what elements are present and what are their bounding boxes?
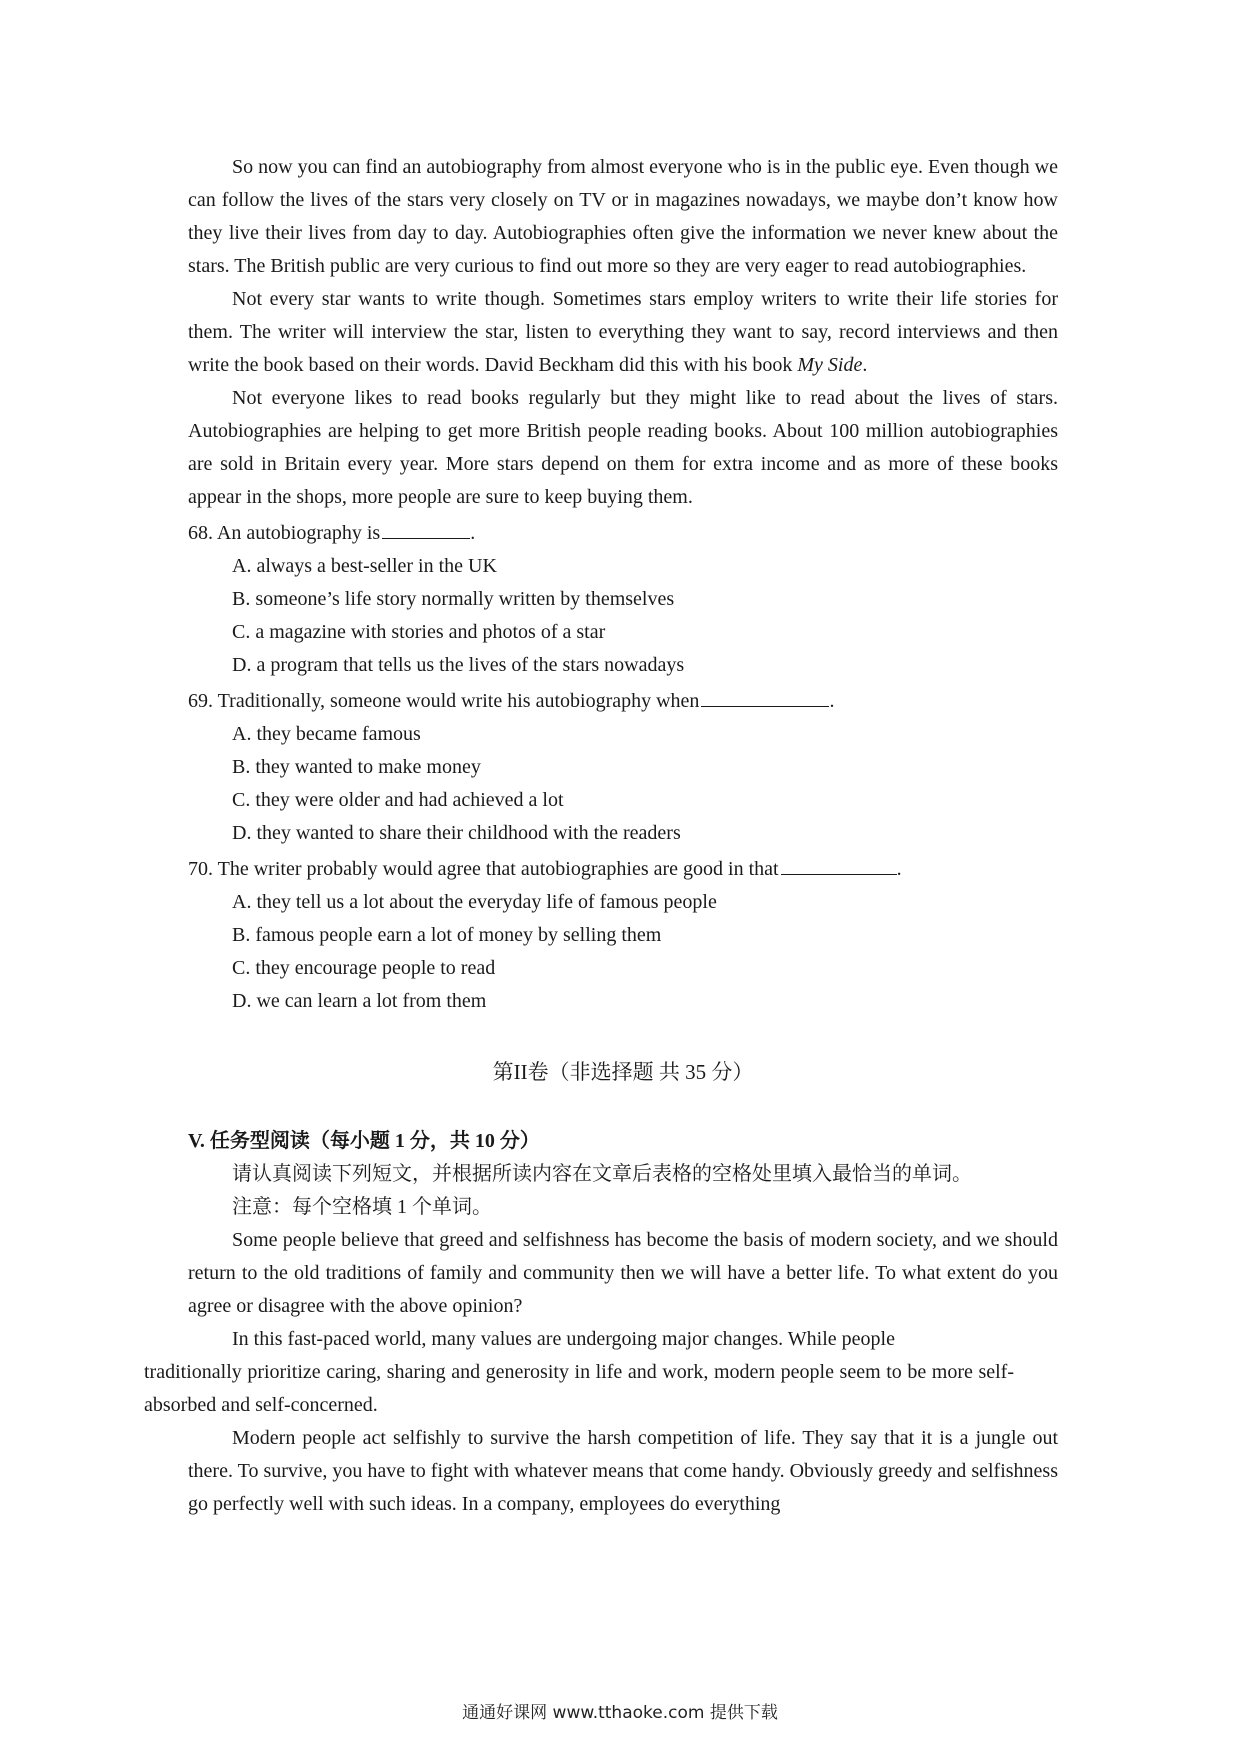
option-c: C. they encourage people to read: [232, 957, 496, 979]
passage-paragraph-1: So now you can find an autobiography from almost everyone who is in the public eye. Even though we can follow the lives of the stars very closely on TV or in magazines nowadays, we maybe don’t know how they live their lives from day to day. Autobiographies often give the information we never knew about the stars. The British public are very curious to find out more so they are very eager to read autobiographies.: [188, 156, 1058, 277]
task-instruction: 请认真阅读下列短文，并根据所读内容在文章后表格的空格处里填入最恰当的单词。: [232, 1163, 972, 1185]
option-b: B. someone’s life story normally written by themselves: [232, 588, 675, 610]
task-reading-heading: [188, 1125, 1058, 1158]
option-a: A. they became famous: [232, 723, 421, 745]
task-paragraph-3: Modern people act selfishly to survive the harsh competition of life. They say that it is a jungle out there. To survive, you have to fight with whatever means that come handy. Obviously greedy and selfishness go perfectly well with such ideas. In a company, employees do everything: [188, 1427, 1058, 1515]
option-c: C. they were older and had achieved a lot: [232, 789, 564, 811]
option-d: D. a program that tells us the lives of the stars nowadays: [232, 654, 685, 676]
answer-blank: [382, 514, 470, 539]
question-stem: [188, 682, 1058, 718]
question-stem-end: .: [829, 690, 835, 712]
option-b: B. famous people earn a lot of money by selling them: [232, 924, 662, 946]
passage-paragraph-2: [188, 283, 1058, 382]
page-content: [144, 151, 1058, 1521]
question-stem-end: .: [470, 522, 476, 544]
answer-blank: [701, 682, 829, 707]
page-footer: 通通好课网 www.tthaoke.com 提供下载: [462, 1703, 778, 1723]
question-68: [188, 514, 1058, 682]
answer-blank: [781, 850, 897, 875]
question-stem-text: 70. The writer probably would agree that autobiographies are good in that: [188, 858, 779, 880]
question-70: [188, 850, 1058, 1018]
task-paragraph-2-rest: traditionally prioritize caring, sharing and generosity in life and work, modern people seem to be more self-absorbed and self-concerned.: [144, 1361, 1014, 1416]
option-d: D. they wanted to share their childhood with the readers: [232, 822, 681, 844]
book-title: My Side: [797, 354, 863, 376]
option-a: A. they tell us a lot about the everyday life of famous people: [232, 891, 717, 913]
question-stem: [188, 514, 1058, 550]
task-paragraph-2: [144, 1323, 1058, 1422]
question-stem: [188, 850, 1058, 886]
option-d: D. we can learn a lot from them: [232, 990, 487, 1012]
question-stem-text: 69. Traditionally, someone would write his autobiography when: [188, 690, 700, 712]
task-reading-heading-text: 任务型阅读（每小题 1 分，共 10 分）: [209, 1130, 540, 1152]
passage-paragraph-3: Not everyone likes to read books regularly but they might like to read about the lives of stars. Autobiographies are helping to get more British people reading books. About 100 million autobiographies are sold in Britain every year. More stars depend on them for extra income and as more of these books appear in the shops, more people are sure to keep buying them.: [188, 387, 1058, 508]
passage-paragraph-2-text: Not every star wants to write though. Sometimes stars employ writers to write their life stories for them. The writer will interview the star, listen to everything they want to say, record interviews and then write the book based on their words. David Beckham did this with his book: [188, 288, 1058, 376]
option-c: C. a magazine with stories and photos of a star: [232, 621, 606, 643]
task-paragraph-2-line-1: In this fast-paced world, many values are undergoing major changes. While people: [232, 1328, 895, 1350]
question-69: [188, 682, 1058, 850]
task-note: 注意：每个空格填 1 个单词。: [232, 1196, 492, 1218]
option-b: B. they wanted to make money: [232, 756, 481, 778]
section-2-title: 第II卷（非选择题 共 35 分）: [492, 1060, 754, 1084]
question-stem-end: .: [896, 858, 902, 880]
option-a: A. always a best-seller in the UK: [232, 555, 497, 577]
section-number: V.: [188, 1130, 205, 1152]
task-paragraph-1: Some people believe that greed and selfishness has become the basis of modern society, and we should return to the old traditions of family and community then we will have a better life. To what extent do you agree or disagree with the above opinion?: [188, 1229, 1058, 1317]
passage-paragraph-2-end: .: [862, 354, 868, 376]
question-stem-text: 68. An autobiography is: [188, 522, 381, 544]
